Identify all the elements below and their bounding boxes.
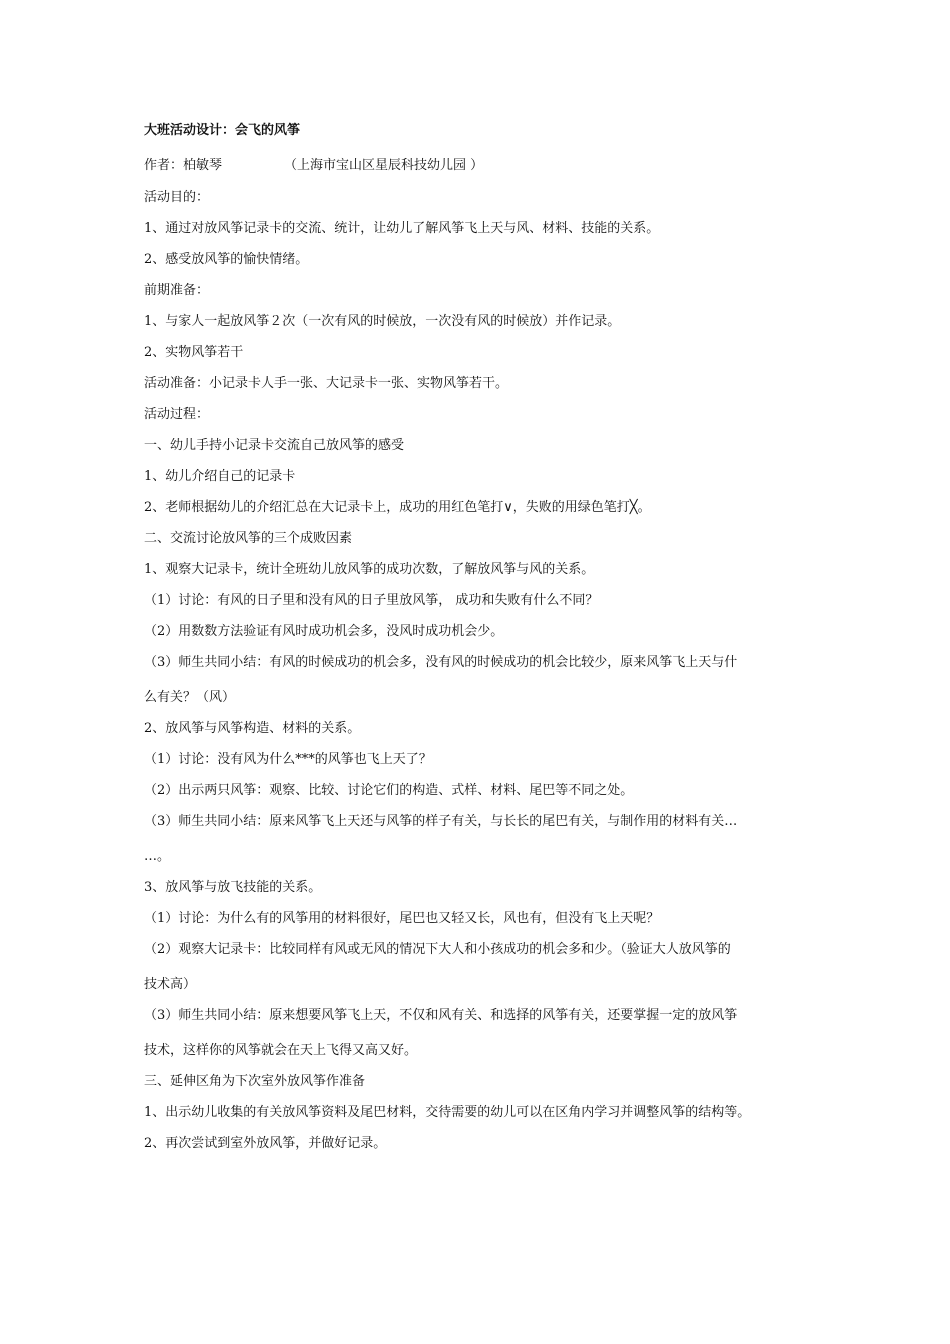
paragraph: （3）师生共同小结：原来风筝飞上天还与风筝的样子有关，与长长的尾巴有关，与制作用的材料有关…	[144, 814, 738, 829]
paragraph: 2、老师根据幼儿的介绍汇总在大记录卡上，成功的用红色笔打∨，失败的用绿色笔打╳。	[144, 500, 651, 515]
paragraph: 3、放风筝与放飞技能的关系。	[144, 880, 322, 895]
paragraph: 1、与家人一起放风筝２次（一次有风的时候放，一次没有风的时候放）并作记录。	[144, 314, 621, 329]
paragraph: （1）讨论：没有风为什么***的风筝也飞上天了？	[144, 752, 432, 767]
paragraph-continued: 技术高）	[144, 977, 197, 992]
paragraph: 1、幼儿介绍自己的记录卡	[144, 469, 296, 484]
paragraph-continued: 么有关？（风）	[144, 690, 236, 705]
paragraph: 2、实物风筝若干	[144, 345, 244, 360]
paragraph: 三、延伸区角为下次室外放风筝作准备	[144, 1074, 366, 1089]
paragraph-continued: …。	[144, 849, 171, 864]
paragraph: 二、交流讨论放风筝的三个成败因素	[144, 531, 353, 546]
paragraph: 1、通过对放风筝记录卡的交流、统计，让幼儿了解风筝飞上天与风、材料、技能的关系。	[144, 221, 660, 236]
section-heading-process: 活动过程：	[144, 407, 210, 422]
document-title: 大班活动设计：会飞的风筝	[144, 123, 301, 138]
paragraph: 活动准备：小记录卡人手一张、大记录卡一张、实物风筝若干。	[144, 376, 509, 391]
paragraph: 2、放风筝与风筝构造、材料的关系。	[144, 721, 361, 736]
document-body	[144, 122, 824, 1153]
section-heading-prep: 前期准备：	[144, 283, 210, 298]
paragraph: （1）讨论：为什么有的风筝用的材料很好，尾巴也又轻又长，风也有，但没有飞上天呢？	[144, 911, 660, 926]
paragraph-continued: 技术，这样你的风筝就会在天上飞得又高又好。	[144, 1043, 418, 1058]
paragraph: （2）出示两只风筝：观察、比较、讨论它们的构造、式样、材料、尾巴等不同之处。	[144, 783, 634, 798]
paragraph: 2、再次尝试到室外放风筝，并做好记录。	[144, 1136, 387, 1151]
paragraph: 2、感受放风筝的愉快情绪。	[144, 252, 309, 267]
paragraph: 1、出示幼儿收集的有关放风筝资料及尾巴材料，交待需要的幼儿可以在区角内学习并调整风筝的结构等。	[144, 1105, 751, 1120]
paragraph: （1）讨论：有风的日子里和没有风的日子里放风筝， 成功和失败有什么不同？	[144, 593, 599, 608]
paragraph: （2）观察大记录卡：比较同样有风或无风的情况下大人和小孩成功的机会多和少。（验证大人放风筝的	[144, 942, 731, 957]
paragraph: （2）用数数方法验证有风时成功机会多，没风时成功机会少。	[144, 624, 504, 639]
paragraph: 一、幼儿手持小记录卡交流自己放风筝的感受	[144, 438, 405, 453]
author-line	[144, 157, 824, 175]
author-organization: （上海市宝山区星辰科技幼儿园 ）	[284, 158, 484, 173]
paragraph: （3）师生共同小结：有风的时候成功的机会多，没有风的时候成功的机会比较少，原来风筝飞上天与什	[144, 655, 738, 670]
paragraph: （3）师生共同小结：原来想要风筝飞上天，不仅和风有关、和选择的风筝有关，还要掌握一定的放风筝	[144, 1008, 738, 1023]
section-heading-goals: 活动目的：	[144, 190, 210, 205]
paragraph: 1、观察大记录卡，统计全班幼儿放风筝的成功次数，了解放风筝与风的关系。	[144, 562, 595, 577]
author-name: 作者：柏敏琴	[144, 158, 223, 173]
